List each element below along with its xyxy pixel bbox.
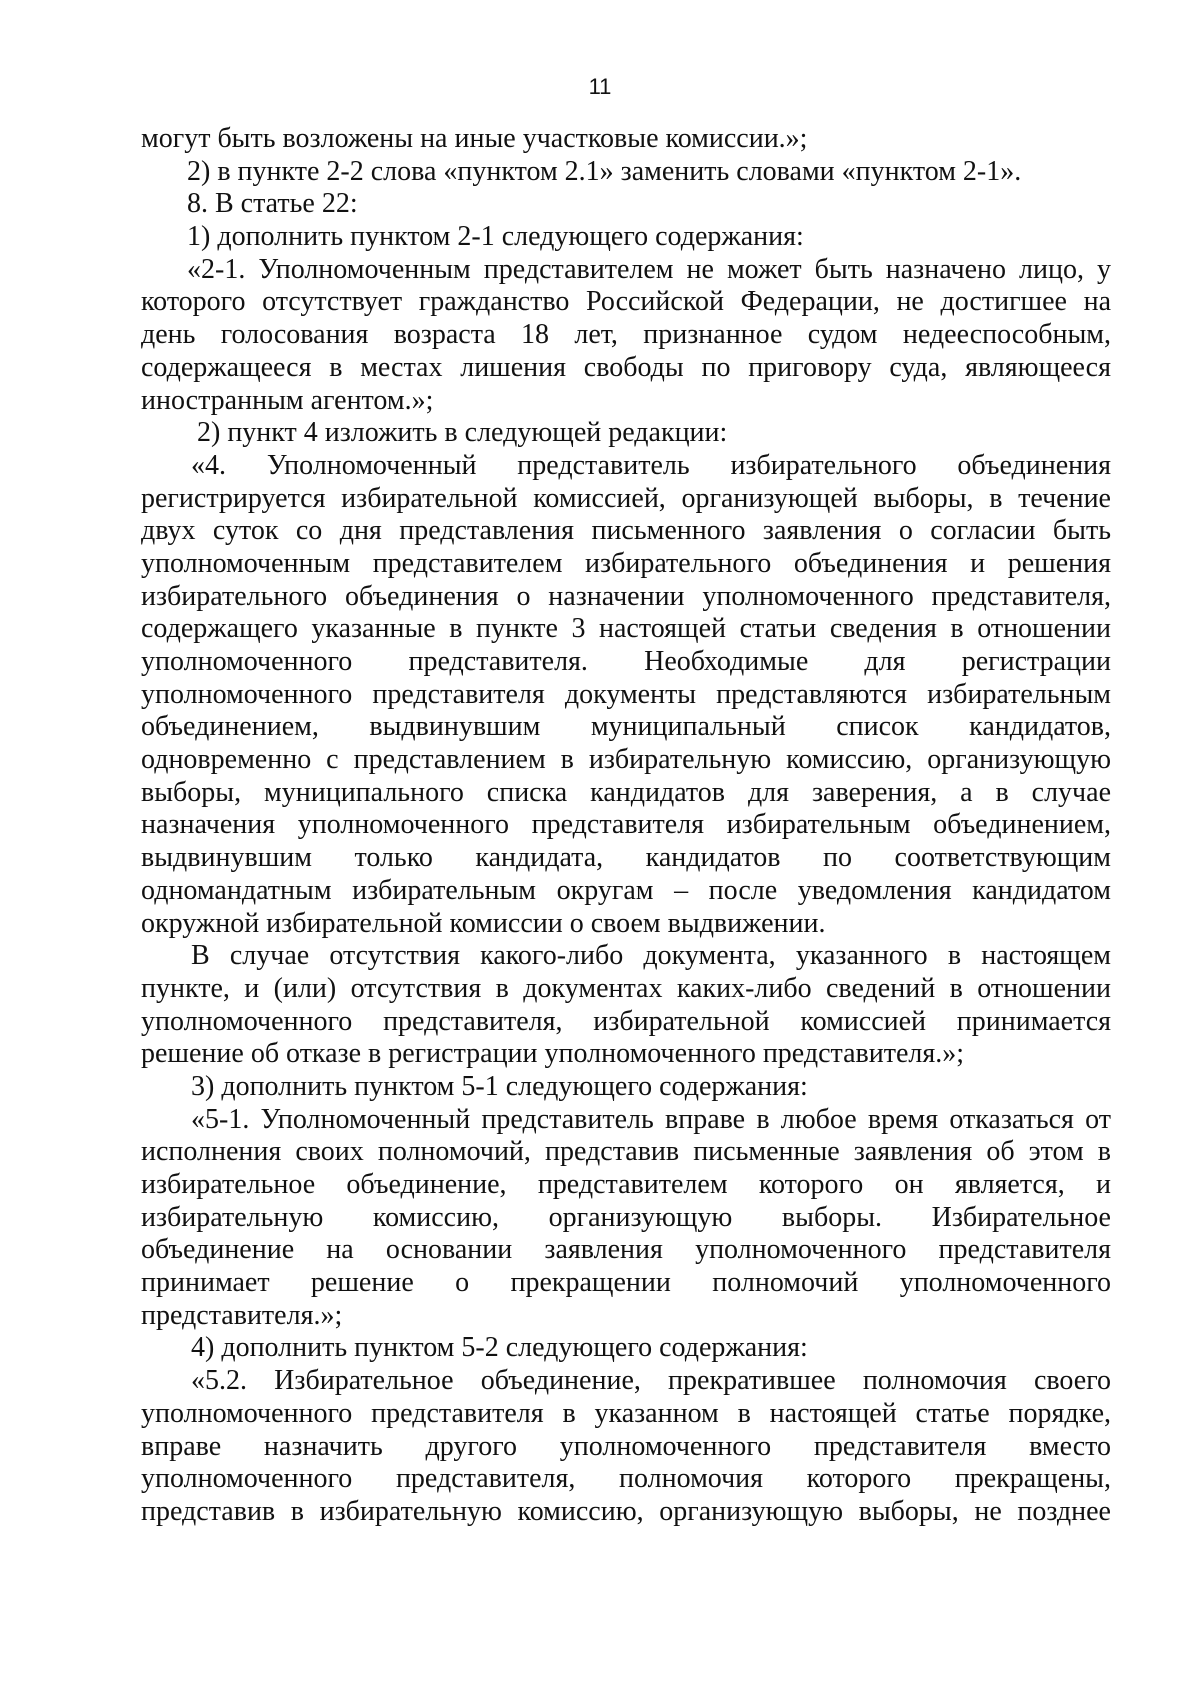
text-line: избирательное объединение, представителем которого он является, и [141, 1169, 1111, 1200]
text-line: 4) дополнить пунктом 5-2 следующего содержания: [191, 1332, 808, 1364]
text-line: «5-1. Уполномоченный представитель вправе в любое время отказаться от [191, 1103, 1111, 1135]
text-line: объединение на основании заявления уполномоченного представителя [141, 1234, 1111, 1266]
page-number: 11 [588, 74, 612, 99]
text-line: уполномоченного представителя в указанном в настоящей статье порядке, [141, 1397, 1111, 1429]
text-line: содержащееся в местах лишения свободы по приговору суда, являющееся [141, 351, 1111, 383]
text-line: выборы, муниципального списка кандидатов для заверения, а в случае [141, 776, 1111, 808]
text-line: принимает решение о прекращении полномочий уполномоченного [141, 1267, 1111, 1299]
text-line: «4. Уполномоченный представитель избирательного объединения [191, 449, 1111, 481]
text-line: содержащего указанные в пункте 3 настоящей статьи сведения в отношении [141, 613, 1111, 645]
text-line: исполнения своих полномочий, представив письменные заявления об этом в [141, 1136, 1111, 1168]
document-body [141, 123, 1111, 1529]
text-line: регистрируется избирательной комиссией, организующей выборы, в течение [141, 482, 1111, 514]
text-line: одномандатным избирательным округам – после уведомления кандидатом [141, 874, 1111, 906]
text-line: уполномоченного представителя документы представляются избирательным [141, 678, 1111, 710]
text-line: двух суток со дня представления письменного заявления о согласии быть [141, 515, 1111, 547]
text-line: уполномоченного представителя, полномочия которого прекращены, [141, 1463, 1111, 1495]
text-line: день голосования возраста 18 лет, признанное судом недееспособным, [141, 319, 1111, 351]
text-line: избирательного объединения о назначении уполномоченного представителя, [141, 580, 1111, 612]
text-line: представителя.»; [141, 1299, 343, 1331]
text-line: назначения уполномоченного представителя избирательным объединением, [141, 809, 1111, 841]
text-line: одновременно с представлением в избирательную комиссию, организующую [141, 744, 1111, 776]
text-line: объединением, выдвинувшим муниципальный список кандидатов, [141, 711, 1111, 743]
text-line: могут быть возложены на иные участковые комиссии.»; [141, 123, 808, 154]
text-line: избирательную комиссию, организующую выборы. Избирательное [141, 1201, 1111, 1233]
text-line: которого отсутствует гражданство Российской Федерации, не достигшее на [141, 286, 1111, 318]
text-line: окружной избирательной комиссии о своем выдвижении. [141, 907, 826, 939]
text-line: 2) в пункте 2-2 слова «пунктом 2.1» заменить словами «пунктом 2-1». [187, 155, 1022, 187]
text-line: В случае отсутствия какого-либо документа, указанного в настоящем [191, 940, 1111, 972]
text-line: 1) дополнить пунктом 2-1 следующего содержания: [187, 221, 804, 253]
text-line: 2) пункт 4 изложить в следующей редакции: [197, 417, 728, 449]
text-line: выдвинувшим только кандидата, кандидатов по соответствующим [141, 842, 1111, 874]
text-line: «5.2. Избирательное объединение, прекратившее полномочия своего [191, 1365, 1111, 1397]
text-line: «2-1. Уполномоченным представителем не может быть назначено лицо, у [187, 253, 1111, 285]
text-line: уполномоченным представителем избирательного объединения и решения [141, 547, 1111, 579]
text-line: вправе назначить другого уполномоченного представителя вместо [141, 1430, 1111, 1462]
text-line: уполномоченного представителя. Необходимые для регистрации [141, 646, 1111, 677]
text-line: 3) дополнить пунктом 5-1 следующего содержания: [191, 1070, 808, 1102]
text-line: 8. В статье 22: [187, 188, 358, 220]
text-line: пункте, и (или) отсутствия в документах каких-либо сведений в отношении [141, 972, 1111, 1004]
text-line: уполномоченного представителя, избирательной комиссией принимается [141, 1005, 1111, 1037]
text-line: представив в избирательную комиссию, организующую выборы, не позднее [141, 1495, 1111, 1527]
text-line: решение об отказе в регистрации уполномоченного представителя.»; [141, 1038, 965, 1070]
text-line: иностранным агентом.»; [141, 384, 434, 416]
